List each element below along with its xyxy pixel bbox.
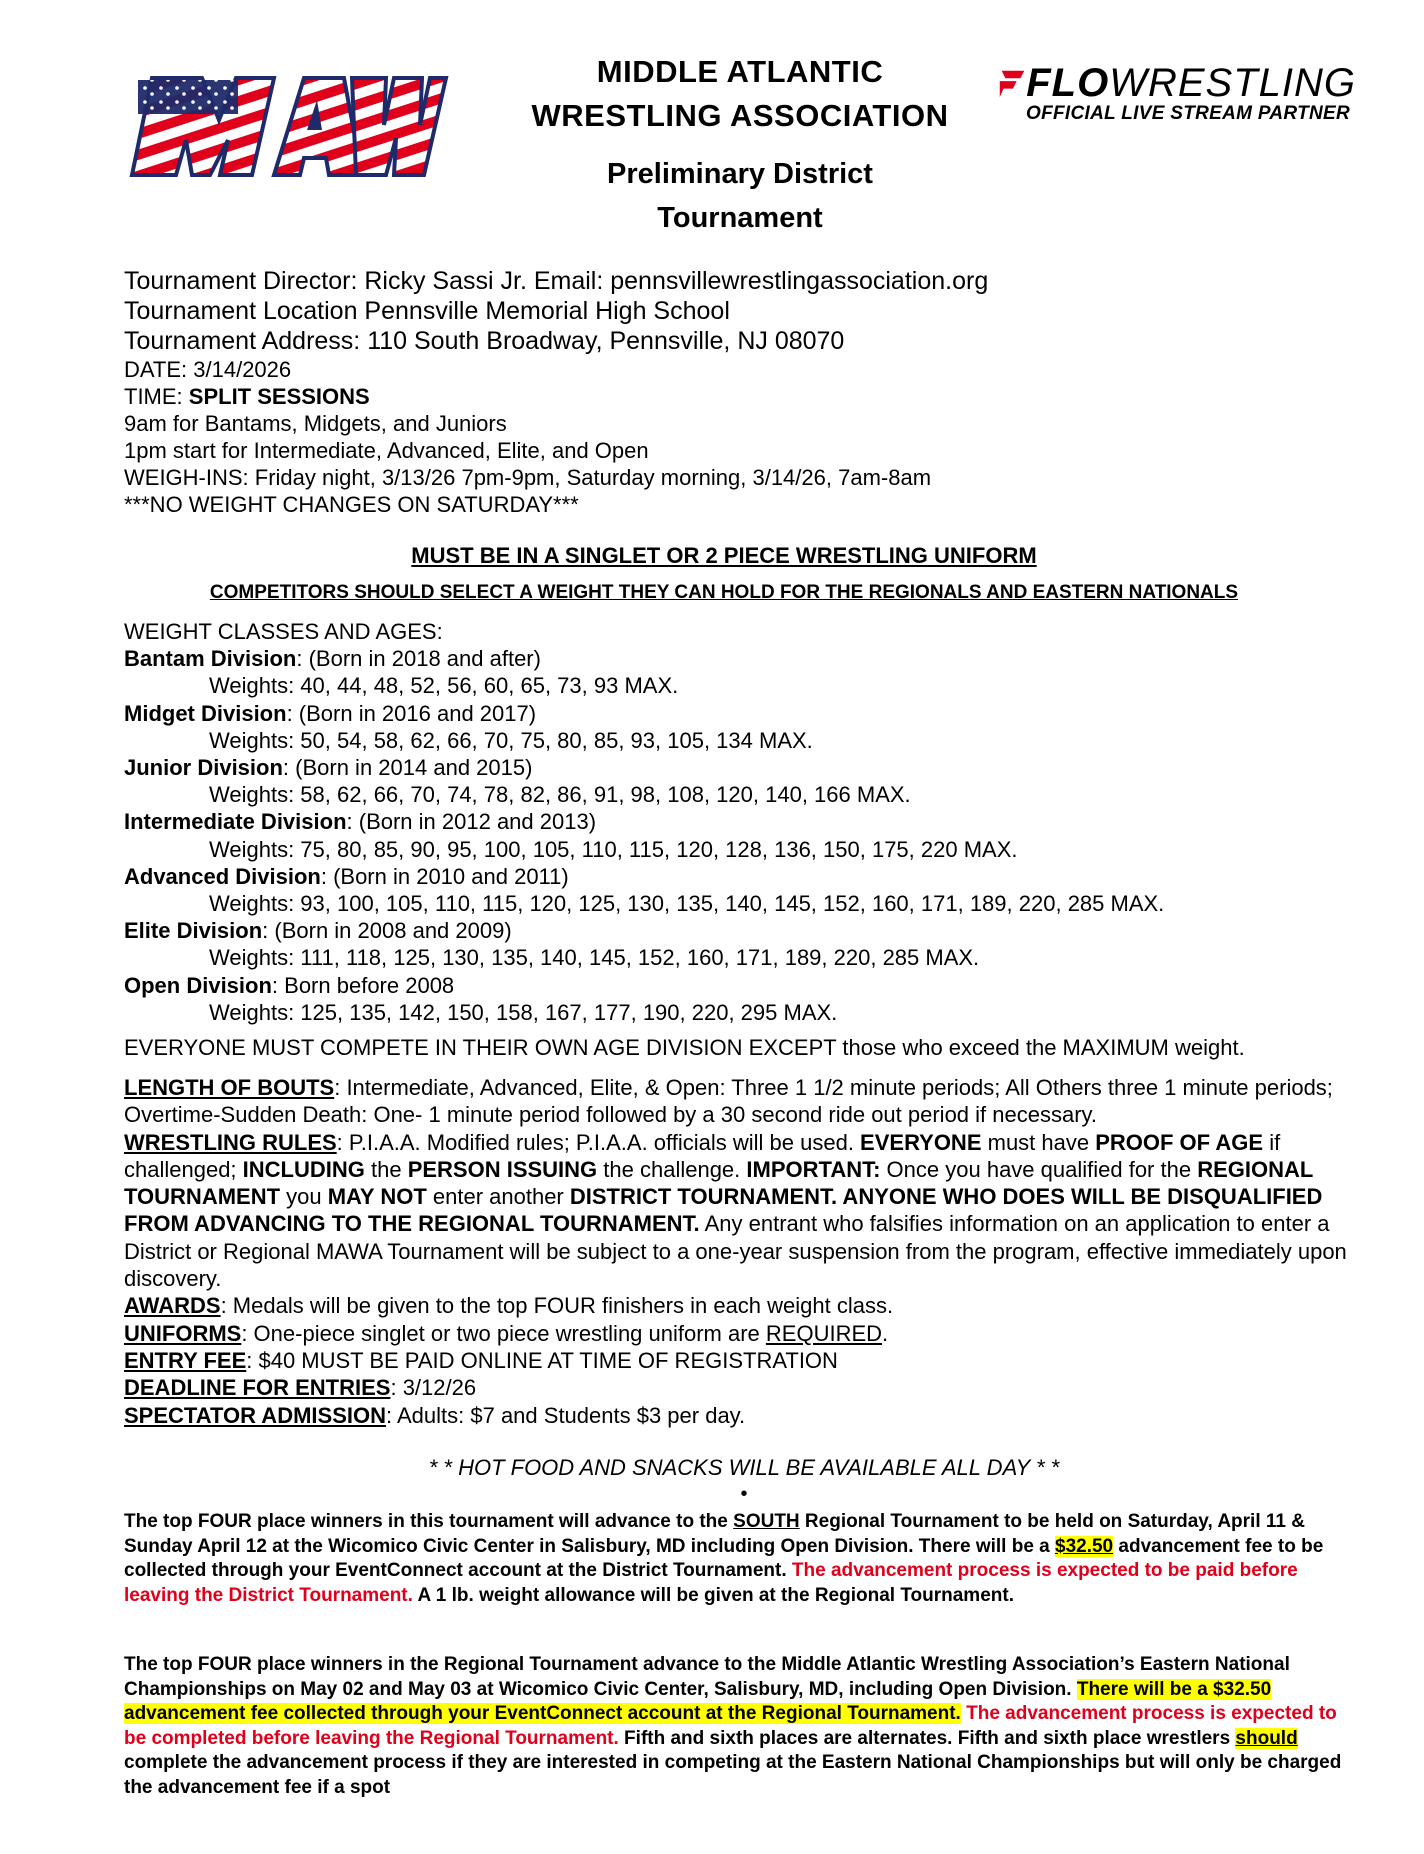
division-weights: Weights: 125, 135, 142, 150, 158, 167, 177, 190, 220, 295 MAX. — [209, 999, 838, 1025]
adv2-should: should — [1235, 1727, 1298, 1749]
awards-rule — [124, 1292, 1364, 1319]
entry-fee-rule — [124, 1347, 1364, 1374]
division-weights: Weights: 75, 80, 85, 90, 95, 100, 105, 110, 115, 120, 128, 136, 150, 175, 220 MAX. — [209, 836, 1018, 862]
tournament-info — [124, 266, 1324, 518]
deadline-rule — [124, 1374, 1364, 1401]
mawa-logo — [124, 70, 450, 185]
time-line — [124, 383, 1324, 410]
division-name: Midget Division — [124, 700, 287, 726]
division-weights: Weights: 58, 62, 66, 70, 74, 78, 82, 86, 91, 98, 108, 120, 140, 166 MAX. — [209, 782, 911, 808]
division-born: : Born before 2008 — [271, 972, 455, 998]
time-label: TIME: — [124, 384, 189, 409]
bouts-rule — [124, 1074, 1364, 1129]
division-row — [124, 972, 1354, 999]
wr-bold: IMPORTANT: — [746, 1156, 881, 1182]
flowrestling-wordmark — [996, 62, 1356, 104]
wr-text: enter another — [426, 1184, 570, 1210]
food-notice: * * HOT FOOD AND SNACKS WILL BE AVAILABLE ALL DAY * * — [428, 1455, 1060, 1480]
title-line-1: MIDDLE ATLANTIC — [596, 54, 884, 89]
subtitle-line-1: Preliminary District — [607, 158, 873, 190]
wr-text: : P.I.A.A. Modified rules; P.I.A.A. officials will be used. — [336, 1129, 861, 1155]
age-division-rule: EVERYONE MUST COMPETE IN THEIR OWN AGE DIVISION EXCEPT those who exceed the MAXIMUM weight. — [124, 1035, 1245, 1060]
session-1: 9am for Bantams, Midgets, and Juniors — [124, 411, 507, 436]
division-row — [124, 754, 1354, 781]
wr-text: if challenged; — [124, 1129, 1281, 1182]
wr-text: Once you have qualified for the — [880, 1156, 1198, 1182]
uniforms-rule — [124, 1320, 1364, 1347]
wrestling-rules-label: WRESTLING RULES — [124, 1129, 337, 1155]
bouts-text: : Intermediate, Advanced, Elite, & Open: Three 1 1/2 minute periods; All Others three 1 minute periods; Overtime-Sudden Death: One- 1 minute period followed by a 30 second ride out period if necessary. — [124, 1075, 1333, 1128]
select-weight-notice: COMPETITORS SHOULD SELECT A WEIGHT THEY CAN HOLD FOR THE REGIONALS AND EASTERN NATIONALS — [209, 582, 1239, 603]
adv1-fee: $32.50 — [1055, 1535, 1114, 1557]
deadline-text: : 3/12/26 — [390, 1375, 477, 1401]
division-born: : (Born in 2012 and 2013) — [346, 809, 597, 835]
wr-bold: INCLUDING — [242, 1156, 365, 1182]
division-name: Elite Division — [124, 918, 263, 944]
subtitle-line-2: Tournament — [657, 202, 823, 234]
uniform-notice: MUST BE IN A SINGLET OR 2 PIECE WRESTLING UNIFORM — [411, 543, 1037, 568]
division-born: : (Born in 2014 and 2015) — [282, 755, 533, 781]
weight-classes — [124, 618, 1354, 1026]
division-row — [124, 863, 1354, 890]
wr-bold: MAY NOT — [327, 1184, 427, 1210]
division-name: Intermediate Division — [124, 809, 347, 835]
adv2-highlight: There will be a $32.50 advancement fee collected through your EventConnect account at the Regional Tournament. — [124, 1678, 1272, 1724]
adv2-text: The top FOUR place winners in the Regional Tournament advance to the Middle Atlantic Wrestling Association’s Eastern National Championships on May 02 and May 03 at Wicomico Civic Center, Salisbury, MD, including Open Division. — [124, 1654, 1290, 1700]
partner-tagline: OFFICIAL LIVE STREAM PARTNER — [1026, 103, 1351, 124]
weight-classes-heading: WEIGHT CLASSES AND AGES: — [124, 619, 443, 644]
adv1-red-notice: The advancement process is expected to be paid before leaving the District Tournament. — [124, 1560, 1298, 1606]
adv2-red-notice: The advancement process is expected to be completed before leaving the Regional Tournament. — [124, 1703, 1337, 1749]
date-line: DATE: 3/14/2026 — [124, 357, 292, 382]
flowrestling-logo — [996, 62, 1356, 124]
wr-text: the challenge. — [597, 1156, 747, 1182]
no-weight-changes: ***NO WEIGHT CHANGES ON SATURDAY*** — [124, 492, 579, 517]
nationals-advancement — [124, 1653, 1354, 1800]
mawa-logo-graphic — [124, 70, 450, 185]
flo-brand-part: FLO — [1026, 61, 1110, 105]
division-born: : (Born in 2016 and 2017) — [286, 700, 537, 726]
adv1-text: A 1 lb. weight allowance will be given at the Regional Tournament. — [412, 1584, 1014, 1606]
deadline-label: DEADLINE FOR ENTRIES — [124, 1375, 391, 1401]
wr-bold: REGIONAL TOURNAMENT — [124, 1156, 1313, 1210]
session-2: 1pm start for Intermediate, Advanced, Elite, and Open — [124, 438, 649, 463]
uniforms-required: REQUIRED — [765, 1320, 883, 1346]
wr-bold: PERSON ISSUING — [407, 1156, 598, 1182]
wr-text: you — [280, 1184, 328, 1210]
division-weights: Weights: 40, 44, 48, 52, 56, 60, 65, 73, 93 MAX. — [209, 673, 679, 699]
flo-arrow-icon — [996, 68, 1024, 98]
spectator-rule — [124, 1402, 1364, 1429]
uniforms-text: : One-piece singlet or two piece wrestling uniform are — [241, 1320, 766, 1346]
division-row — [124, 700, 1354, 727]
rules-section — [124, 1074, 1364, 1429]
uniforms-end: . — [882, 1320, 889, 1346]
wrestling-rules — [124, 1129, 1364, 1293]
division-row — [124, 645, 1354, 672]
division-born: : (Born in 2010 and 2011) — [320, 863, 569, 889]
entry-fee-label: ENTRY FEE — [124, 1347, 247, 1373]
division-born: : (Born in 2008 and 2009) — [262, 918, 512, 944]
wr-bold: DISTRICT TOURNAMENT. ANYONE WHO DOES WILL BE DISQUALIFIED FROM ADVANCING TO THE REGIONAL TOURNAMENT. — [124, 1184, 1323, 1237]
division-weights: Weights: 111, 118, 125, 130, 135, 140, 145, 152, 160, 171, 189, 220, 285 MAX. — [209, 945, 980, 971]
bouts-label: LENGTH OF BOUTS — [124, 1075, 335, 1100]
adv1-text: Regional Tournament to be held on Saturday, April 11 & Sunday April 12 at the Wicomico Civic Center in Salisbury, MD including Open Division. There will be a — [124, 1511, 1305, 1557]
page-subtitle — [470, 152, 1010, 240]
address-line: Tournament Address: 110 South Broadway, Pennsville, NJ 08070 — [124, 327, 845, 355]
awards-text: : Medals will be given to the top FOUR finishers in each weight class. — [220, 1293, 894, 1319]
director-line: Tournament Director: Ricky Sassi Jr. Email: pennsvillewrestlingassociation.org — [124, 267, 989, 295]
wr-text: Any entrant who falsifies information on an application to enter a District or Regional MAWA Tournament will be subject to a one-year suspension from the program, effective immediately upon discovery. — [124, 1211, 1347, 1292]
adv1-text: advancement fee to be collected through your EventConnect account at the District Tournament. — [124, 1535, 1324, 1581]
wr-bold: EVERYONE — [860, 1129, 982, 1155]
wr-bold: PROOF OF AGE — [1095, 1129, 1264, 1155]
adv1-south: SOUTH — [733, 1511, 800, 1532]
entry-fee-text: : $40 MUST BE PAID ONLINE AT TIME OF REGISTRATION — [246, 1347, 838, 1373]
weighins-line: WEIGH-INS: Friday night, 3/13/26 7pm-9pm, Saturday morning, 3/14/26, 7am-8am — [124, 465, 932, 490]
division-born: : (Born in 2018 and after) — [296, 646, 541, 672]
title-line-2: WRESTLING ASSOCIATION — [531, 98, 949, 133]
wrestling-brand-part: WRESTLING — [1109, 61, 1356, 105]
wr-text: must have — [981, 1129, 1096, 1155]
uniforms-label: UNIFORMS — [124, 1320, 242, 1346]
location-line: Tournament Location Pennsville Memorial High School — [124, 297, 730, 325]
division-weights: Weights: 93, 100, 105, 110, 115, 120, 125, 130, 135, 140, 145, 152, 160, 171, 189, 220, 285 MAX. — [209, 891, 1165, 917]
spectator-text: : Adults: $7 and Students $3 per day. — [385, 1402, 746, 1428]
division-name: Advanced Division — [124, 863, 321, 889]
adv2-text: Fifth and sixth places are alternates. Fifth and sixth place wrestlers — [618, 1727, 1236, 1749]
awards-label: AWARDS — [124, 1293, 221, 1319]
spectator-label: SPECTATOR ADMISSION — [124, 1402, 386, 1428]
wr-text: the — [364, 1156, 408, 1182]
adv2-text: complete the advancement process if they are interested in competing at the Eastern National Championships but will only be charged the advancement fee if a spot — [124, 1752, 1342, 1798]
division-row — [124, 917, 1354, 944]
division-weights: Weights: 50, 54, 58, 62, 66, 70, 75, 80, 85, 93, 105, 134 MAX. — [209, 727, 813, 753]
regional-advancement — [124, 1510, 1354, 1608]
time-value: SPLIT SESSIONS — [188, 384, 370, 409]
division-name: Bantam Division — [124, 646, 297, 672]
division-row — [124, 808, 1354, 835]
bullet-mark: • — [740, 1483, 748, 1505]
adv1-text: The top FOUR place winners in this tournament will advance to the — [124, 1511, 734, 1532]
division-name: Junior Division — [124, 755, 283, 781]
page-title — [470, 50, 1010, 138]
division-name: Open Division — [124, 972, 272, 998]
